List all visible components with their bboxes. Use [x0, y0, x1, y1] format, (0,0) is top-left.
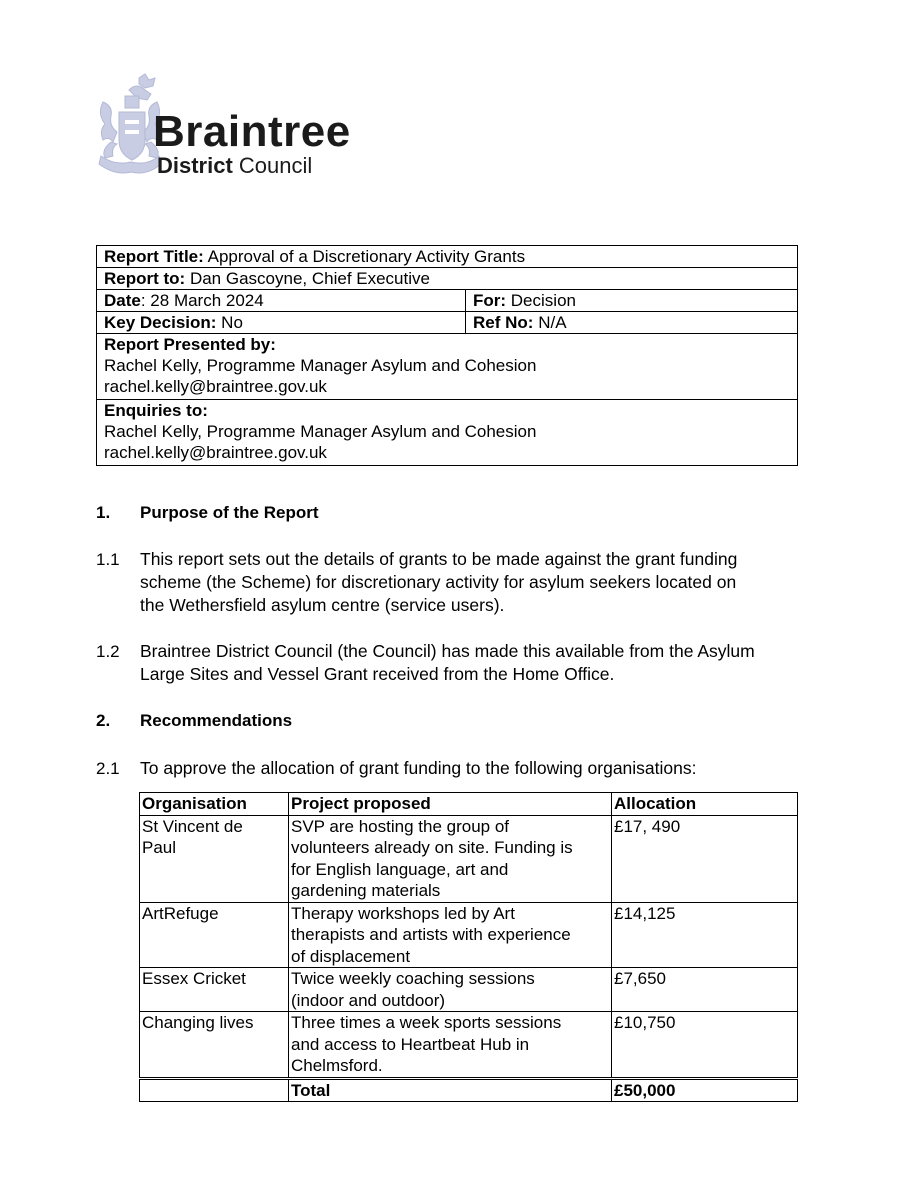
project-cell: Therapy workshops led by Art therapists and artists with experience of displacement [289, 902, 612, 968]
allocation-cell: £14,125 [612, 902, 798, 968]
project-cell: Three times a week sports sessions and access to Heartbeat Hub in Chelmsford. [289, 1012, 612, 1079]
para-1-2-number: 1.2 [96, 642, 120, 661]
allocation-cell: £17, 490 [612, 815, 798, 902]
organisation-cell: ArtRefuge [140, 902, 289, 968]
organisation-cell: Changing lives [140, 1012, 289, 1079]
organisation-cell: Essex Cricket [140, 968, 289, 1012]
para-2-1-number: 2.1 [96, 759, 120, 778]
table-row [140, 1012, 798, 1079]
header-organisation: Organisation [140, 793, 289, 816]
council-logo [95, 72, 375, 187]
para-1-2: Braintree District Council (the Council) has made this available from the Asylum Large Sites and Vessel Grant received from the Home Office. [140, 641, 755, 684]
project-cell: Twice weekly coaching sessions (indoor and outdoor) [289, 968, 612, 1012]
report-to-row: Report to: Dan Gascoyne, Chief Executive [97, 268, 798, 290]
key-decision-row: Key Decision: No Ref No: N/A [97, 312, 798, 334]
total-value: £50,000 [612, 1078, 798, 1102]
table-row [140, 815, 798, 902]
logo-district-council-text: District Council [157, 153, 313, 178]
report-title-row: Report Title: Approval of a Discretionary Activity Grants [97, 246, 798, 268]
total-row [140, 1078, 798, 1102]
header-project: Project proposed [289, 793, 612, 816]
para-1-1: This report sets out the details of grants to be made against the grant funding scheme (the Scheme) for discretionary activity for asylum seekers located on the Wethersfield asylum centre (service users). [140, 549, 738, 615]
para-1-1-number: 1.1 [96, 550, 120, 569]
grants-header-row [140, 793, 798, 816]
table-row [140, 902, 798, 968]
enquiries-row: Enquiries to: Rachel Kelly, Programme Manager Asylum and Cohesion rachel.kelly@braintree.gov.uk [97, 400, 798, 466]
section-2-heading: Recommendations [140, 711, 293, 730]
report-info-table [96, 245, 798, 466]
header-allocation: Allocation [612, 793, 798, 816]
total-label: Total [289, 1078, 612, 1102]
date-for-row: Date: 28 March 2024 For: Decision [97, 290, 798, 312]
logo-braintree-text: Braintree [153, 107, 351, 156]
presenter-email: rachel.kelly@braintree.gov.uk [104, 377, 327, 396]
section-1-number: 1. [96, 503, 111, 522]
organisation-cell: St Vincent de Paul [140, 815, 289, 902]
section-2-number: 2. [96, 711, 111, 730]
para-2-1: To approve the allocation of grant funding to the following organisations: [140, 758, 697, 778]
section-1-heading: Purpose of the Report [140, 503, 319, 522]
project-cell: SVP are hosting the group of volunteers already on site. Funding is for English language, art and gardening materials [289, 815, 612, 902]
grants-table [139, 792, 798, 1102]
allocation-cell: £7,650 [612, 968, 798, 1012]
allocation-cell: £10,750 [612, 1012, 798, 1079]
enquiries-email: rachel.kelly@braintree.gov.uk [104, 443, 327, 462]
table-row [140, 968, 798, 1012]
presented-by-row: Report Presented by: Rachel Kelly, Programme Manager Asylum and Cohesion rachel.kelly@braintree.gov.uk [97, 334, 798, 400]
